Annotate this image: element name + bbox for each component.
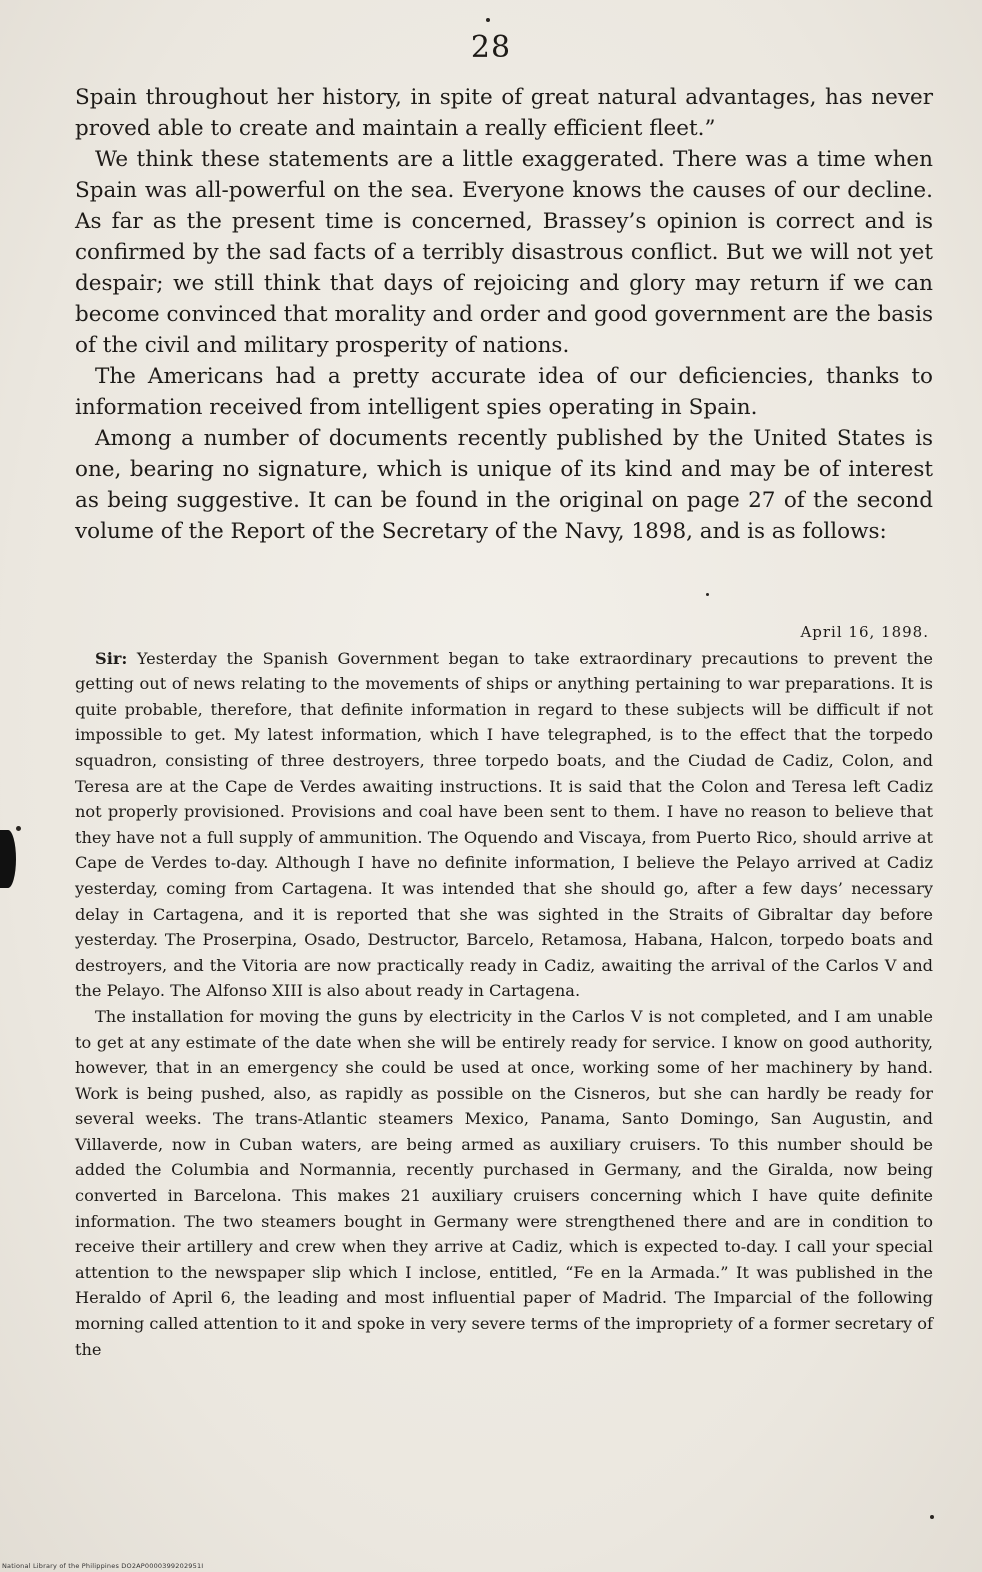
- quoted-letter: [75, 620, 933, 1362]
- margin-ink-blot: [0, 830, 16, 888]
- scan-credit: National Library of the Philippines DO2AP0000399202951I: [2, 1562, 204, 1570]
- paper-speck: [16, 826, 21, 831]
- paragraph-continuation: Spain throughout her history, in spite of great natural advantages, has never proved able to create and maintain a really efficient fleet.”: [75, 85, 933, 141]
- paper-speck: [930, 1515, 934, 1519]
- letter-salutation: Sir:: [95, 648, 128, 668]
- body-text: [75, 82, 933, 547]
- letter-paragraph-1-text: Yesterday the Spanish Government began to take extraordinary precautions to prevent the getting out of news relating to the movements of ships or anything pertaining to war preparations. It is quite probable, therefore, that definite information in regard to these subjects will be difficult if not impossible to get. My latest information, which I have telegraphed, is to the effect that the torpedo squadron, consisting of three destroyers, three torpedo boats, and the Ciudad de Cadiz, Colon, and Teresa are at the Cape de Verdes awaiting instructions. It is said that the Colon and Teresa left Cadiz not properly provisioned. Provisions and coal have been sent to them. I have no reason to believe that they have not a full supply of ammunition. The Oquendo and Viscaya, from Puerto Rico, should arrive at Cape de Verdes to-day. Although I have no definite information, I believe the Pelayo arrived at Cadiz yesterday, coming from Cartagena. It was intended that she should go, after a few days’ necessary delay in Cartagena, and it is reported that she was sighted in the Straits of Gibraltar day before yesterday. The Proserpina, Osado, Destructor, Barcelo, Retamosa, Habana, Halcon, torpedo boats and destroyers, and the Vitoria are now practically ready in Cadiz, awaiting the arrival of the Carlos V and the Pelayo. The Alfonso XIII is also about ready in Cartagena.: [75, 648, 933, 1001]
- paragraph-americans: The Americans had a pretty accurate idea of our deficiencies, thanks to information received from intelligent spies operating in Spain.: [75, 364, 933, 420]
- paper-speck: [486, 18, 490, 22]
- page-number: 28: [470, 30, 512, 65]
- letter-paragraph-2: The installation for moving the guns by electricity in the Carlos V is not completed, and I am unable to get at any estimate of the date when she will be entirely ready for service. I know on good authority, however, that in an emergency she could be used at once, working some of her machinery by hand. Work is being pushed, also, as rapidly as possible on the Cisneros, but she can hardly be ready for several weeks. The trans-Atlantic steamers Mexico, Panama, Santo Domingo, San Augustin, and Villaverde, now in Cuban waters, are being armed as auxiliary cruisers. To this number should be added the Columbia and Normannia, recently purchased in Germany, and the Giralda, now being converted in Barcelona. This makes 21 auxiliary cruisers concerning which I have quite definite information. The two steamers bought in Germany were strengthened there and are in condition to receive their artillery and crew when they arrive at Cadiz, which is expected to-day. I call your special attention to the newspaper slip which I inclose, entitled, “Fe en la Armada.” It was published in the Heraldo of April 6, the leading and most influential paper of Madrid. The Imparcial of the following morning called attention to it and spoke in very severe terms of the impropriety of a former secretary of the: [75, 1006, 933, 1359]
- paragraph-documents: Among a number of documents recently published by the United States is one, bearing no signature, which is unique of its kind and may be of interest as being suggestive. It can be found in the original on page 27 of the second volume of the Report of the Secretary of the Navy, 1898, and is as follows:: [75, 426, 933, 544]
- paper-speck: [706, 593, 709, 596]
- letter-date: April 16, 1898.: [800, 623, 929, 641]
- letter-paragraph-1: [75, 646, 933, 1004]
- paragraph-decline: We think these statements are a little exaggerated. There was a time when Spain was all-powerful on the sea. Everyone knows the causes of our decline. As far as the present time is concerned, Brassey’s opinion is correct and is confirmed by the sad facts of a terribly disastrous conflict. But we will not yet despair; we still think that days of rejoicing and glory may return if we can become convinced that morality and order and good government are the basis of the civil and military prosperity of nations.: [75, 147, 933, 358]
